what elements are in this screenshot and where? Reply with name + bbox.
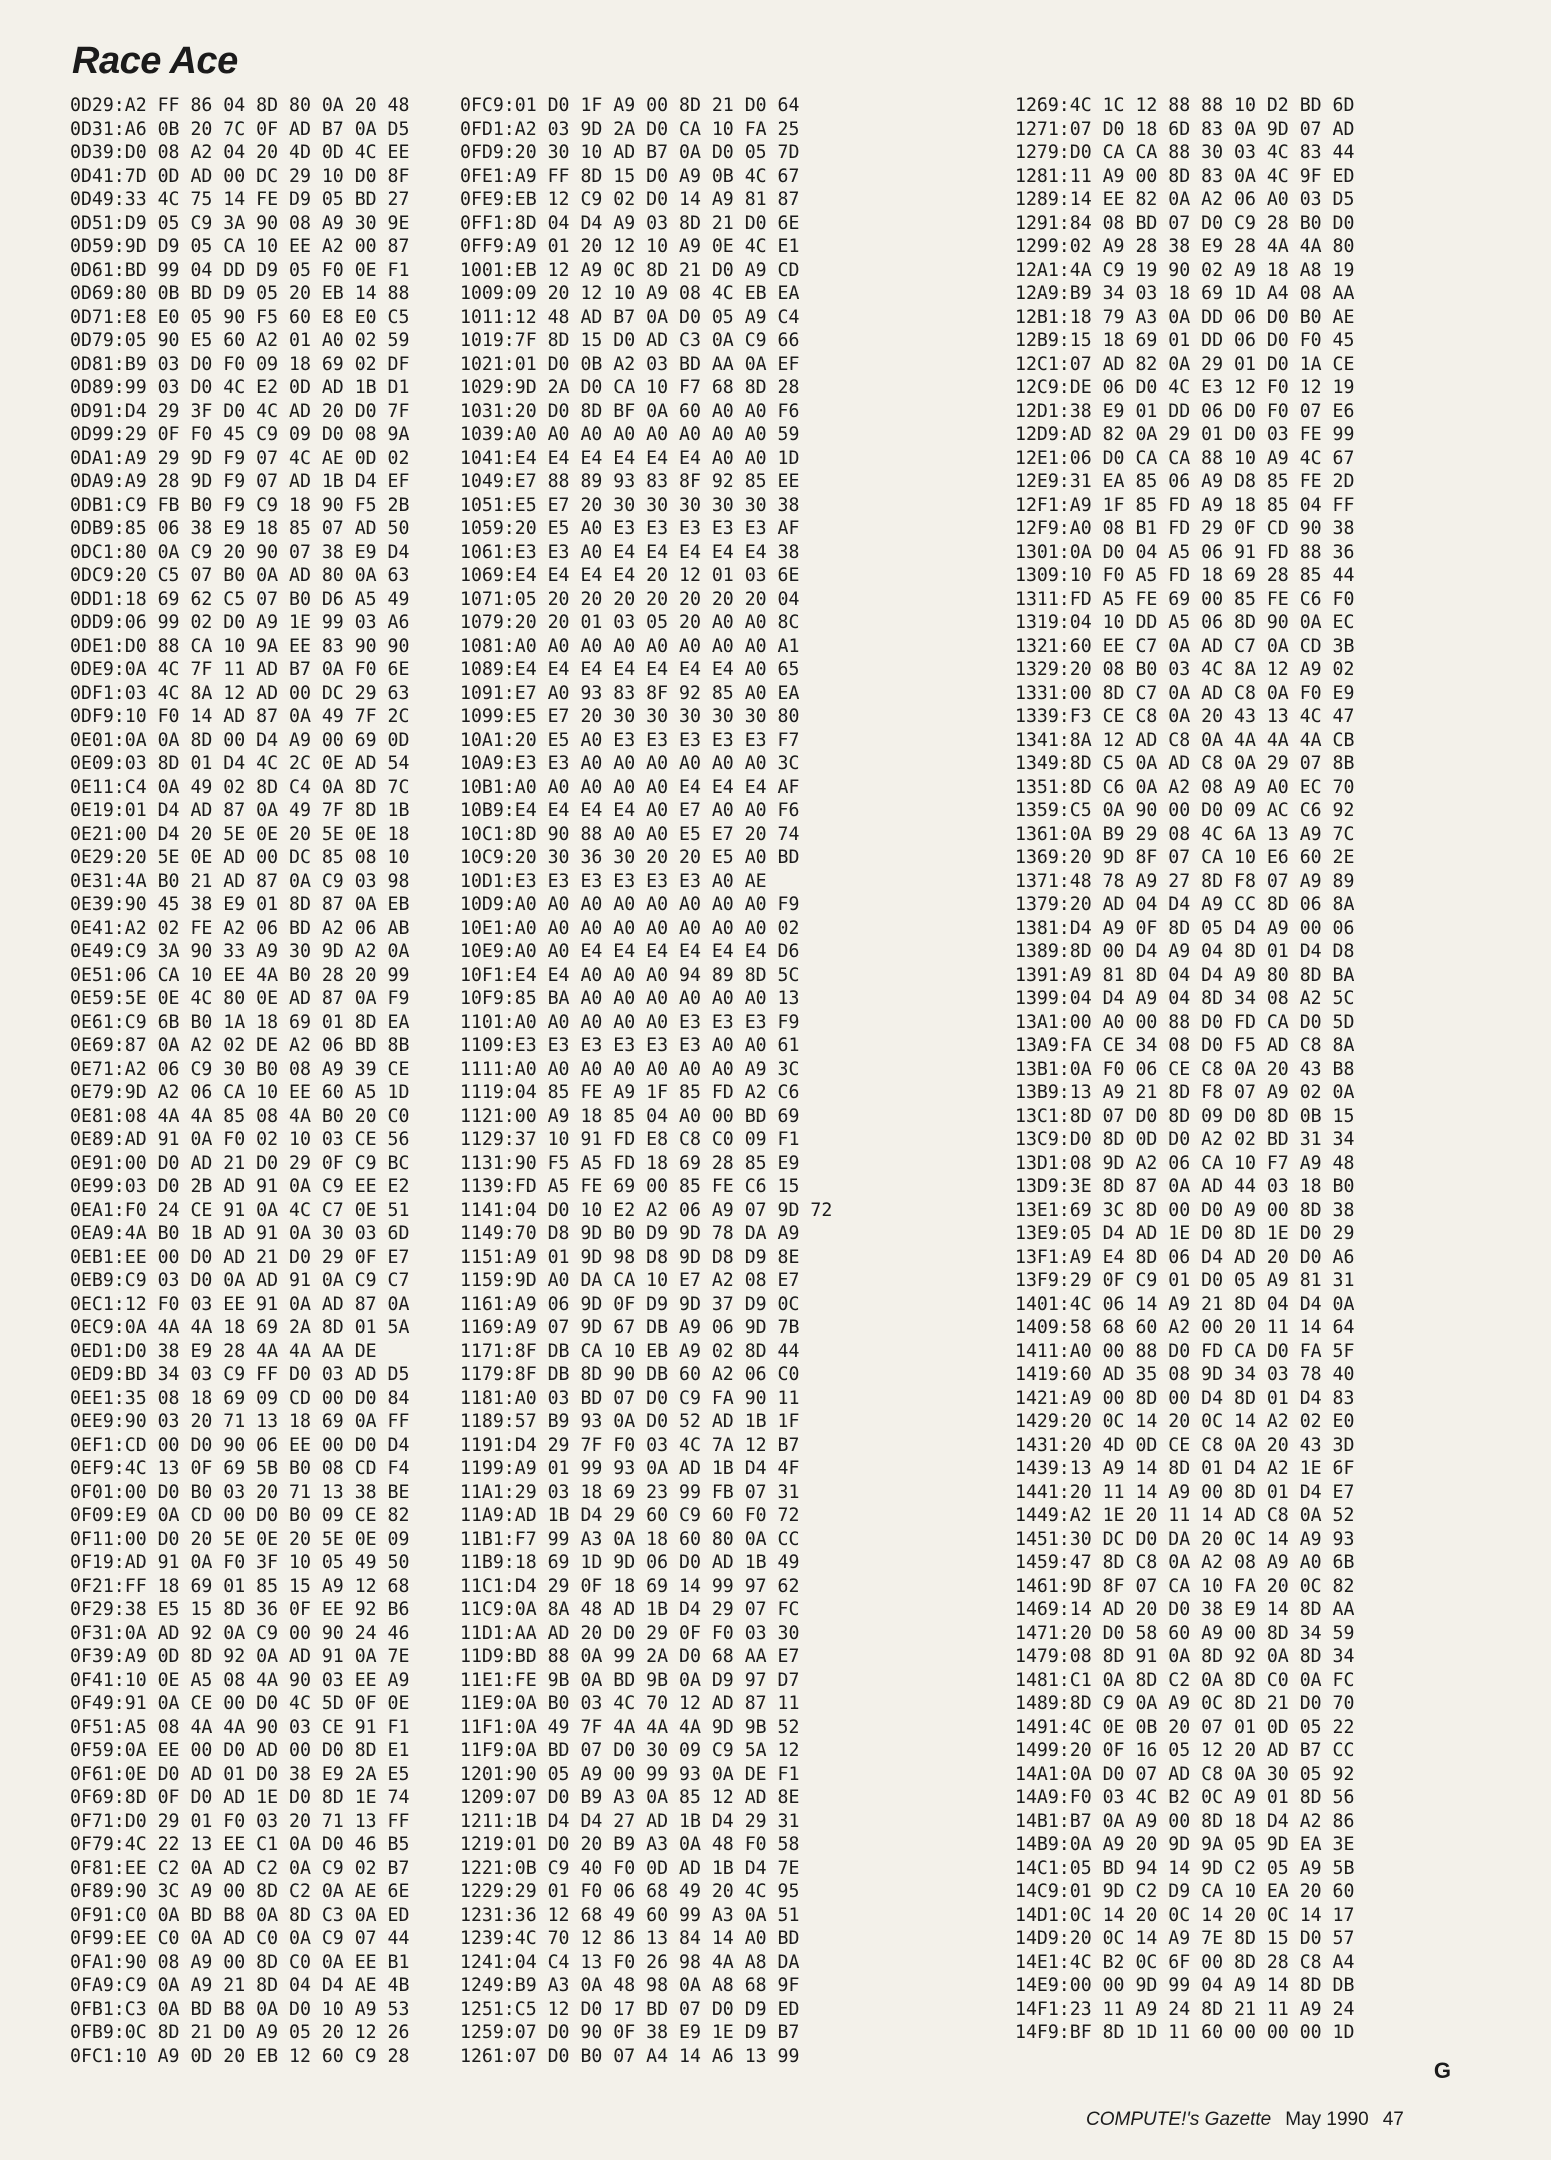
- listing-line: 11A9:AD 1B D4 29 60 C9 60 F0 72: [460, 1505, 800, 1526]
- footer-page-number: 47: [1382, 2109, 1404, 2130]
- end-mark: G: [1433, 2058, 1451, 2083]
- listing-line: 14A1:0A D0 07 AD C8 0A 30 05 92: [1015, 1763, 1355, 1785]
- listing-line: 12E1:06 D0 CA CA 88 10 A9 4C 67: [1015, 447, 1355, 469]
- listing-line: 0D61:BD 99 04 DD D9 05 F0 0E F1: [70, 259, 410, 281]
- listing-line: 13F1:A9 E4 8D 06 D4 AD 20 D0 A6: [1015, 1246, 1355, 1268]
- listing-line: 0EF1:CD 00 D0 90 06 EE 00 D0 D4: [70, 1434, 410, 1456]
- listing-line: 0FD1:A2 03 9D 2A D0 CA 10 FA 25: [460, 118, 800, 140]
- listing-line: 0F91:C0 0A BD B8 0A 8D C3 0A ED: [70, 1904, 410, 1926]
- listing-line: 14B1:B7 0A A9 00 8D 18 D4 A2 86: [1015, 1810, 1355, 1832]
- listing-line: 1249:B9 A3 0A 48 98 0A A8 68 9F: [460, 1975, 800, 1996]
- listing-line: 11B9:18 69 1D 9D 06 D0 AD 1B 49: [460, 1552, 800, 1573]
- listing-line: 0D59:9D D9 05 CA 10 EE A2 00 87: [70, 236, 410, 257]
- listing-line: 1149:70 D8 9D B0 D9 9D 78 DA A9: [460, 1223, 800, 1244]
- listing-line: 1171:8F DB CA 10 EB A9 02 8D 44: [460, 1340, 800, 1362]
- listing-line: 1189:57 B9 93 0A D0 52 AD 1B 1F: [460, 1411, 800, 1432]
- listing-line: 0D49:33 4C 75 14 FE D9 05 BD 27: [70, 189, 410, 210]
- listing-line: 1209:07 D0 B9 A3 0A 85 12 AD 8E: [460, 1787, 800, 1808]
- listing-line: 0DC1:80 0A C9 20 90 07 38 E9 D4: [70, 541, 410, 563]
- listing-line: 1309:10 F0 A5 FD 18 69 28 85 44: [1015, 565, 1355, 586]
- listing-line: 1199:A9 01 99 93 0A AD 1B D4 4F: [460, 1458, 800, 1479]
- listing-line: 0F51:A5 08 4A 4A 90 03 CE 91 F1: [70, 1716, 410, 1738]
- listing-line: 1459:47 8D C8 0A A2 08 A9 A0 6B: [1015, 1552, 1355, 1573]
- listing-line: 1119:04 85 FE A9 1F 85 FD A2 C6: [460, 1082, 800, 1103]
- listing-line: 10B1:A0 A0 A0 A0 A0 E4 E4 E4 AF: [460, 776, 800, 798]
- listing-line: 0E61:C9 6B B0 1A 18 69 01 8D EA: [70, 1011, 410, 1033]
- listing-line: 13F9:29 0F C9 01 D0 05 A9 81 31: [1015, 1270, 1355, 1291]
- listing-line: 1029:9D 2A D0 CA 10 F7 68 8D 28: [460, 377, 800, 398]
- listing-line: 13E9:05 D4 AD 1E D0 8D 1E D0 29: [1015, 1223, 1355, 1244]
- listing-line: 0E21:00 D4 20 5E 0E 20 5E 0E 18: [70, 823, 410, 845]
- listing-line: 0FB9:0C 8D 21 D0 A9 05 20 12 26: [70, 2022, 410, 2043]
- listing-line: 0F41:10 0E A5 08 4A 90 03 EE A9: [70, 1669, 410, 1691]
- listing-line: 0F69:8D 0F D0 AD 1E D0 8D 1E 74: [70, 1787, 410, 1808]
- listing-line: 0E01:0A 0A 8D 00 D4 A9 00 69 0D: [70, 729, 410, 751]
- listing-line: 14F1:23 11 A9 24 8D 21 11 A9 24: [1015, 1998, 1355, 2020]
- listing-line: 0E11:C4 0A 49 02 8D C4 0A 8D 7C: [70, 776, 410, 798]
- listing-line: 0EB9:C9 03 D0 0A AD 91 0A C9 C7: [70, 1270, 410, 1291]
- listing-line: 1471:20 D0 58 60 A9 00 8D 34 59: [1015, 1622, 1355, 1644]
- listing-line: 1049:E7 88 89 93 83 8F 92 85 EE: [460, 471, 800, 492]
- listing-line: 1431:20 4D 0D CE C8 0A 20 43 3D: [1015, 1434, 1355, 1456]
- listing-line: 1159:9D A0 DA CA 10 E7 A2 08 E7: [460, 1270, 800, 1291]
- listing-line: 0E91:00 D0 AD 21 D0 29 0F C9 BC: [70, 1152, 410, 1174]
- listing-line: 11F1:0A 49 7F 4A 4A 4A 9D 9B 52: [460, 1716, 800, 1738]
- listing-line: 0D71:E8 E0 05 90 F5 60 E8 E0 C5: [70, 306, 410, 328]
- listing-line: 0F49:91 0A CE 00 D0 4C 5D 0F 0E: [70, 1693, 410, 1714]
- listing-line: 1339:F3 CE C8 0A 20 43 13 4C 47: [1015, 706, 1355, 727]
- listing-line: 11E9:0A B0 03 4C 70 12 AD 87 11: [460, 1693, 800, 1714]
- listing-line: 1291:84 08 BD 07 D0 C9 28 B0 D0: [1015, 212, 1355, 234]
- listing-line: 0DA1:A9 29 9D F9 07 4C AE 0D 02: [70, 447, 410, 469]
- listing-line: 10A1:20 E5 A0 E3 E3 E3 E3 E3 F7: [460, 729, 800, 751]
- listing-line: 0E29:20 5E 0E AD 00 DC 85 08 10: [70, 847, 410, 868]
- listing-line: 12B1:18 79 A3 0A DD 06 D0 B0 AE: [1015, 306, 1355, 328]
- listing-line: 0E69:87 0A A2 02 DE A2 06 BD 8B: [70, 1035, 410, 1056]
- listing-line: 0F01:00 D0 B0 03 20 71 13 38 BE: [70, 1481, 410, 1503]
- listing-line: 13D9:3E 8D 87 0A AD 44 03 18 B0: [1015, 1176, 1355, 1197]
- listing-line: 0DD1:18 69 62 C5 07 B0 D6 A5 49: [70, 588, 410, 610]
- footer-date: May 1990: [1285, 2109, 1369, 2130]
- listing-line: 1361:0A B9 29 08 4C 6A 13 A9 7C: [1015, 823, 1355, 845]
- listing-line: 1219:01 D0 20 B9 A3 0A 48 F0 58: [460, 1834, 800, 1855]
- listing-line: 1261:07 D0 B0 07 A4 14 A6 13 99: [460, 2045, 800, 2067]
- listing-line: 1321:60 EE C7 0A AD C7 0A CD 3B: [1015, 635, 1355, 657]
- listing-line: 0F59:0A EE 00 D0 AD 00 D0 8D E1: [70, 1740, 410, 1761]
- page-title: Race Ace: [72, 40, 238, 82]
- listing-line: 14E9:00 00 9D 99 04 A9 14 8D DB: [1015, 1975, 1355, 1996]
- listing-line: 0F09:E9 0A CD 00 D0 B0 09 CE 82: [70, 1505, 410, 1526]
- listing-line: 10B9:E4 E4 E4 E4 A0 E7 A0 A0 F6: [460, 800, 800, 821]
- listing-line: 11D9:BD 88 0A 99 2A D0 68 AA E7: [460, 1646, 800, 1667]
- listing-line: 0E79:9D A2 06 CA 10 EE 60 A5 1D: [70, 1082, 410, 1103]
- listing-line: 11A1:29 03 18 69 23 99 FB 07 31: [460, 1481, 800, 1503]
- listing-line: 1329:20 08 B0 03 4C 8A 12 A9 02: [1015, 659, 1355, 680]
- listing-line: 1241:04 C4 13 F0 26 98 4A A8 DA: [460, 1951, 800, 1973]
- listing-line: 1129:37 10 91 FD E8 C8 C0 09 F1: [460, 1129, 800, 1150]
- listing-line: 12C9:DE 06 D0 4C E3 12 F0 12 19: [1015, 377, 1355, 398]
- listing-line: 1039:A0 A0 A0 A0 A0 A0 A0 A0 59: [460, 424, 800, 445]
- listing-line: 0D41:7D 0D AD 00 DC 29 10 D0 8F: [70, 165, 410, 187]
- listing-line: 1001:EB 12 A9 0C 8D 21 D0 A9 CD: [460, 259, 800, 281]
- listing-line: 1341:8A 12 AD C8 0A 4A 4A 4A CB: [1015, 729, 1355, 751]
- listing-line: 1279:D0 CA CA 88 30 03 4C 83 44: [1015, 142, 1355, 163]
- listing-column-1: [70, 94, 409, 2068]
- listing-line: 12D1:38 E9 01 DD 06 D0 F0 07 E6: [1015, 400, 1355, 422]
- listing-line: 12B9:15 18 69 01 DD 06 D0 F0 45: [1015, 330, 1355, 351]
- listing-line: 0F79:4C 22 13 EE C1 0A D0 46 B5: [70, 1834, 410, 1855]
- listing-line: 0DF1:03 4C 8A 12 AD 00 DC 29 63: [70, 682, 410, 704]
- listing-line: 0ED1:D0 38 E9 28 4A 4A AA DE: [70, 1340, 377, 1362]
- listing-line: 1411:A0 00 88 D0 FD CA D0 FA 5F: [1015, 1340, 1355, 1362]
- listing-line: 10F9:85 BA A0 A0 A0 A0 A0 A0 13: [460, 988, 800, 1009]
- listing-line: 1151:A9 01 9D 98 D8 9D D8 D9 8E: [460, 1246, 800, 1268]
- listing-line: 0F61:0E D0 AD 01 D0 38 E9 2A E5: [70, 1763, 410, 1785]
- listing-line: 0EC1:12 F0 03 EE 91 0A AD 87 0A: [70, 1293, 410, 1315]
- listing-line: 1489:8D C9 0A A9 0C 8D 21 D0 70: [1015, 1693, 1355, 1714]
- listing-line: 0DD9:06 99 02 D0 A9 1E 99 03 A6: [70, 612, 410, 633]
- listing-line: 13A9:FA CE 34 08 D0 F5 AD C8 8A: [1015, 1035, 1355, 1056]
- listing-line: 1109:E3 E3 E3 E3 E3 E3 A0 A0 61: [460, 1035, 800, 1056]
- listing-line: 14C9:01 9D C2 D9 CA 10 EA 20 60: [1015, 1881, 1355, 1902]
- listing-line: 1181:A0 03 BD 07 D0 C9 FA 90 11: [460, 1387, 800, 1409]
- listing-line: 1369:20 9D 8F 07 CA 10 E6 60 2E: [1015, 847, 1355, 868]
- listing-line: 1089:E4 E4 E4 E4 E4 E4 E4 A0 65: [460, 659, 800, 680]
- listing-line: 1311:FD A5 FE 69 00 85 FE C6 F0: [1015, 588, 1355, 610]
- listing-line: 12A1:4A C9 19 90 02 A9 18 A8 19: [1015, 259, 1355, 281]
- listing-line: 0E39:90 45 38 E9 01 8D 87 0A EB: [70, 894, 410, 915]
- listing-line: 1479:08 8D 91 0A 8D 92 0A 8D 34: [1015, 1646, 1355, 1667]
- listing-line: 0E41:A2 02 FE A2 06 BD A2 06 AB: [70, 917, 410, 939]
- listing-line: 11C9:0A 8A 48 AD 1B D4 29 07 FC: [460, 1599, 800, 1620]
- listing-column-2: [460, 94, 832, 2068]
- listing-line: 10C9:20 30 36 30 20 20 E5 A0 BD: [460, 847, 800, 868]
- listing-line: 13B1:0A F0 06 CE C8 0A 20 43 B8: [1015, 1058, 1355, 1080]
- listing-line: 1229:29 01 F0 06 68 49 20 4C 95: [460, 1881, 800, 1902]
- listing-line: 1259:07 D0 90 0F 38 E9 1E D9 B7: [460, 2022, 800, 2043]
- listing-line: 14D9:20 0C 14 A9 7E 8D 15 D0 57: [1015, 1928, 1355, 1949]
- listing-line: 1139:FD A5 FE 69 00 85 FE C6 15: [460, 1176, 800, 1197]
- listing-line: 1041:E4 E4 E4 E4 E4 E4 A0 A0 1D: [460, 447, 800, 469]
- listing-line: 1429:20 0C 14 20 0C 14 A2 02 E0: [1015, 1411, 1355, 1432]
- listing-line: 1091:E7 A0 93 83 8F 92 85 A0 EA: [460, 682, 800, 704]
- listing-line: 0D99:29 0F F0 45 C9 09 D0 08 9A: [70, 424, 410, 445]
- listing-line: 0E51:06 CA 10 EE 4A B0 28 20 99: [70, 964, 410, 986]
- listing-line: 0EE1:35 08 18 69 09 CD 00 D0 84: [70, 1387, 410, 1409]
- listing-line: 14B9:0A A9 20 9D 9A 05 9D EA 3E: [1015, 1834, 1355, 1855]
- listing-line: 0F89:90 3C A9 00 8D C2 0A AE 6E: [70, 1881, 410, 1902]
- listing-line: 14A9:F0 03 4C B2 0C A9 01 8D 56: [1015, 1787, 1355, 1808]
- listing-line: 1111:A0 A0 A0 A0 A0 A0 A0 A9 3C: [460, 1058, 800, 1080]
- listing-line: 12F9:A0 08 B1 FD 29 0F CD 90 38: [1015, 518, 1355, 539]
- listing-line: 1319:04 10 DD A5 06 8D 90 0A EC: [1015, 612, 1355, 633]
- listing-line: 10D9:A0 A0 A0 A0 A0 A0 A0 A0 F9: [460, 894, 800, 915]
- listing-line: 1059:20 E5 A0 E3 E3 E3 E3 E3 AF: [460, 518, 800, 539]
- listing-line: 0E59:5E 0E 4C 80 0E AD 87 0A F9: [70, 988, 410, 1009]
- listing-line: 0FA9:C9 0A A9 21 8D 04 D4 AE 4B: [70, 1975, 410, 1996]
- listing-line: 1401:4C 06 14 A9 21 8D 04 D4 0A: [1015, 1293, 1355, 1315]
- listing-line: 1421:A9 00 8D 00 D4 8D 01 D4 83: [1015, 1387, 1355, 1409]
- listing-line: 1399:04 D4 A9 04 8D 34 08 A2 5C: [1015, 988, 1355, 1009]
- listing-column-3: [1015, 94, 1354, 2045]
- footer-magazine: COMPUTE!'s Gazette: [1086, 2109, 1272, 2130]
- listing-line: 0FC1:10 A9 0D 20 EB 12 60 C9 28: [70, 2045, 410, 2067]
- listing-line: 12C1:07 AD 82 0A 29 01 D0 1A CE: [1015, 353, 1355, 375]
- listing-line: 13B9:13 A9 21 8D F8 07 A9 02 0A: [1015, 1082, 1355, 1103]
- listing-line: 13C9:D0 8D 0D D0 A2 02 BD 31 34: [1015, 1129, 1355, 1150]
- listing-line: 10E9:A0 A0 E4 E4 E4 E4 E4 E4 D6: [460, 941, 800, 962]
- listing-line: 1081:A0 A0 A0 A0 A0 A0 A0 A0 A1: [460, 635, 800, 657]
- listing-line: 1071:05 20 20 20 20 20 20 20 04: [460, 588, 800, 610]
- listing-line: 1391:A9 81 8D 04 D4 A9 80 8D BA: [1015, 964, 1355, 986]
- listing-line: 1161:A9 06 9D 0F D9 9D 37 D9 0C: [460, 1293, 800, 1315]
- listing-line: 1451:30 DC D0 DA 20 0C 14 A9 93: [1015, 1528, 1355, 1550]
- listing-line: 1069:E4 E4 E4 E4 20 12 01 03 6E: [460, 565, 800, 586]
- listing-line: 0D69:80 0B BD D9 05 20 EB 14 88: [70, 283, 410, 304]
- listing-line: 14D1:0C 14 20 0C 14 20 0C 14 17: [1015, 1904, 1355, 1926]
- listing-line: 0F81:EE C2 0A AD C2 0A C9 02 B7: [70, 1857, 410, 1879]
- listing-line: 13C1:8D 07 D0 8D 09 D0 8D 0B 15: [1015, 1105, 1355, 1127]
- listing-line: 1351:8D C6 0A A2 08 A9 A0 EC 70: [1015, 776, 1355, 798]
- listing-line: 1381:D4 A9 0F 8D 05 D4 A9 00 06: [1015, 917, 1355, 939]
- listing-line: 14C1:05 BD 94 14 9D C2 05 A9 5B: [1015, 1857, 1355, 1879]
- listing-line: 11C1:D4 29 0F 18 69 14 99 97 62: [460, 1575, 800, 1597]
- listing-line: 0E89:AD 91 0A F0 02 10 03 CE 56: [70, 1129, 410, 1150]
- listing-line: 1099:E5 E7 20 30 30 30 30 30 80: [460, 706, 800, 727]
- listing-line: 10A9:E3 E3 A0 A0 A0 A0 A0 A0 3C: [460, 753, 800, 774]
- listing-line: 1221:0B C9 40 F0 0D AD 1B D4 7E: [460, 1857, 800, 1879]
- listing-line: 12A9:B9 34 03 18 69 1D A4 08 AA: [1015, 283, 1355, 304]
- listing-line: 0E49:C9 3A 90 33 A9 30 9D A2 0A: [70, 941, 410, 962]
- listing-line: 0F11:00 D0 20 5E 0E 20 5E 0E 09: [70, 1528, 410, 1550]
- listing-line: 0EE9:90 03 20 71 13 18 69 0A FF: [70, 1411, 410, 1432]
- listing-line: 1469:14 AD 20 D0 38 E9 14 8D AA: [1015, 1599, 1355, 1620]
- listing-line: 1379:20 AD 04 D4 A9 CC 8D 06 8A: [1015, 894, 1355, 915]
- listing-line: 13A1:00 A0 00 88 D0 FD CA D0 5D: [1015, 1011, 1355, 1033]
- listing-line: 1281:11 A9 00 8D 83 0A 4C 9F ED: [1015, 165, 1355, 187]
- listing-line: 0FA1:90 08 A9 00 8D C0 0A EE B1: [70, 1951, 410, 1973]
- listing-line: 1371:48 78 A9 27 8D F8 07 A9 89: [1015, 870, 1355, 892]
- listing-line: 10E1:A0 A0 A0 A0 A0 A0 A0 A0 02: [460, 917, 800, 939]
- listing-line: 10C1:8D 90 88 A0 A0 E5 E7 20 74: [460, 823, 800, 845]
- listing-line: 0D31:A6 0B 20 7C 0F AD B7 0A D5: [70, 118, 410, 140]
- listing-line: 0DC9:20 C5 07 B0 0A AD 80 0A 63: [70, 565, 410, 586]
- listing-line: 1239:4C 70 12 86 13 84 14 A0 BD: [460, 1928, 800, 1949]
- listing-line: 1331:00 8D C7 0A AD C8 0A F0 E9: [1015, 682, 1355, 704]
- listing-line: 1211:1B D4 D4 27 AD 1B D4 29 31: [460, 1810, 800, 1832]
- page-footer: [1086, 2109, 1404, 2131]
- listing-line: 1409:58 68 60 A2 00 20 11 14 64: [1015, 1317, 1355, 1338]
- listing-line: 14F9:BF 8D 1D 11 60 00 00 00 1D: [1015, 2022, 1355, 2043]
- listing-line: 0EA9:4A B0 1B AD 91 0A 30 03 6D: [70, 1223, 410, 1244]
- listing-line: 13E1:69 3C 8D 00 D0 A9 00 8D 38: [1015, 1199, 1355, 1221]
- listing-line: 0F99:EE C0 0A AD C0 0A C9 07 44: [70, 1928, 410, 1949]
- listing-line: 0D91:D4 29 3F D0 4C AD 20 D0 7F: [70, 400, 410, 422]
- listing-line: 1101:A0 A0 A0 A0 A0 E3 E3 E3 F9: [460, 1011, 800, 1033]
- listing-line: 0E81:08 4A 4A 85 08 4A B0 20 C0: [70, 1105, 410, 1127]
- listing-line: 1201:90 05 A9 00 99 93 0A DE F1: [460, 1763, 800, 1785]
- listing-line: 0E09:03 8D 01 D4 4C 2C 0E AD 54: [70, 753, 410, 774]
- listing-line: 0FE1:A9 FF 8D 15 D0 A9 0B 4C 67: [460, 165, 800, 187]
- listing-line: 1289:14 EE 82 0A A2 06 A0 03 D5: [1015, 189, 1355, 210]
- listing-line: 1439:13 A9 14 8D 01 D4 A2 1E 6F: [1015, 1458, 1355, 1479]
- listing-line: 11D1:AA AD 20 D0 29 0F F0 03 30: [460, 1622, 800, 1644]
- listing-line: 0D39:D0 08 A2 04 20 4D 0D 4C EE: [70, 142, 410, 163]
- listing-line: 0D89:99 03 D0 4C E2 0D AD 1B D1: [70, 377, 410, 398]
- listing-line: 0FB1:C3 0A BD B8 0A D0 10 A9 53: [70, 1998, 410, 2020]
- listing-line: 11B1:F7 99 A3 0A 18 60 80 0A CC: [460, 1528, 800, 1550]
- listing-line: 1021:01 D0 0B A2 03 BD AA 0A EF: [460, 353, 800, 375]
- listing-line: 0D79:05 90 E5 60 A2 01 A0 02 59: [70, 330, 410, 351]
- listing-line: 0EC9:0A 4A 4A 18 69 2A 8D 01 5A: [70, 1317, 410, 1338]
- listing-line: 1031:20 D0 8D BF 0A 60 A0 A0 F6: [460, 400, 800, 422]
- listing-line: 0E99:03 D0 2B AD 91 0A C9 EE E2: [70, 1176, 410, 1197]
- listing-line: 1169:A9 07 9D 67 DB A9 06 9D 7B: [460, 1317, 800, 1338]
- listing-line: 0D51:D9 05 C9 3A 90 08 A9 30 9E: [70, 212, 410, 234]
- listing-line: 0F19:AD 91 0A F0 3F 10 05 49 50: [70, 1552, 410, 1573]
- listing-line: 0FC9:01 D0 1F A9 00 8D 21 D0 64: [460, 95, 800, 116]
- listing-line: 12F1:A9 1F 85 FD A9 18 85 04 FF: [1015, 494, 1355, 516]
- listing-line: 0EA1:F0 24 CE 91 0A 4C C7 0E 51: [70, 1199, 410, 1221]
- listing-line: 1461:9D 8F 07 CA 10 FA 20 0C 82: [1015, 1575, 1355, 1597]
- listing-line: 1491:4C 0E 0B 20 07 01 0D 05 22: [1015, 1716, 1355, 1738]
- listing-line: 1019:7F 8D 15 D0 AD C3 0A C9 66: [460, 330, 800, 351]
- listing-line: 0FF9:A9 01 20 12 10 A9 0E 4C E1: [460, 236, 800, 257]
- listing-line: 0D29:A2 FF 86 04 8D 80 0A 20 48: [70, 95, 410, 116]
- listing-line: 11F9:0A BD 07 D0 30 09 C9 5A 12: [460, 1740, 800, 1761]
- listing-line: 1141:04 D0 10 E2 A2 06 A9 07 9D 72: [460, 1199, 833, 1221]
- listing-line: 0E19:01 D4 AD 87 0A 49 7F 8D 1B: [70, 800, 410, 821]
- listing-line: 10D1:E3 E3 E3 E3 E3 E3 A0 AE: [460, 870, 767, 892]
- listing-line: 0F39:A9 0D 8D 92 0A AD 91 0A 7E: [70, 1646, 410, 1667]
- listing-line: 11E1:FE 9B 0A BD 9B 0A D9 97 D7: [460, 1669, 800, 1691]
- listing-line: 0EB1:EE 00 D0 AD 21 D0 29 0F E7: [70, 1246, 410, 1268]
- listing-line: 1191:D4 29 7F F0 03 4C 7A 12 B7: [460, 1434, 800, 1456]
- listing-line: 0DB1:C9 FB B0 F9 C9 18 90 F5 2B: [70, 494, 410, 516]
- listing-line: 0DB9:85 06 38 E9 18 85 07 AD 50: [70, 518, 410, 539]
- listing-line: 1009:09 20 12 10 A9 08 4C EB EA: [460, 283, 800, 304]
- listing-line: 1449:A2 1E 20 11 14 AD C8 0A 52: [1015, 1505, 1355, 1526]
- listing-line: 1179:8F DB 8D 90 DB 60 A2 06 C0: [460, 1364, 800, 1385]
- listing-line: 0DE1:D0 88 CA 10 9A EE 83 90 90: [70, 635, 410, 657]
- listing-line: 0F31:0A AD 92 0A C9 00 90 24 46: [70, 1622, 410, 1644]
- listing-line: 0EF9:4C 13 0F 69 5B B0 08 CD F4: [70, 1458, 410, 1479]
- listing-line: 1271:07 D0 18 6D 83 0A 9D 07 AD: [1015, 118, 1355, 140]
- listing-line: 14E1:4C B2 0C 6F 00 8D 28 C8 A4: [1015, 1951, 1355, 1973]
- listing-line: 1301:0A D0 04 A5 06 91 FD 88 36: [1015, 541, 1355, 563]
- listing-line: 1131:90 F5 A5 FD 18 69 28 85 E9: [460, 1152, 800, 1174]
- listing-line: 1011:12 48 AD B7 0A D0 05 A9 C4: [460, 306, 800, 328]
- listing-line: 1251:C5 12 D0 17 BD 07 D0 D9 ED: [460, 1998, 800, 2020]
- listing-line: 1299:02 A9 28 38 E9 28 4A 4A 80: [1015, 236, 1355, 257]
- listing-line: 13D1:08 9D A2 06 CA 10 F7 A9 48: [1015, 1152, 1355, 1174]
- listing-line: 1499:20 0F 16 05 12 20 AD B7 CC: [1015, 1740, 1355, 1761]
- listing-line: 1051:E5 E7 20 30 30 30 30 30 38: [460, 494, 800, 516]
- listing-line: 0F71:D0 29 01 F0 03 20 71 13 FF: [70, 1810, 410, 1832]
- listing-line: 1061:E3 E3 A0 E4 E4 E4 E4 E4 38: [460, 541, 800, 563]
- listing-line: 0ED9:BD 34 03 C9 FF D0 03 AD D5: [70, 1364, 410, 1385]
- listing-line: 1231:36 12 68 49 60 99 A3 0A 51: [460, 1904, 800, 1926]
- listing-line: 1079:20 20 01 03 05 20 A0 A0 8C: [460, 612, 800, 633]
- listing-line: 1441:20 11 14 A9 00 8D 01 D4 E7: [1015, 1481, 1355, 1503]
- listing-line: 1481:C1 0A 8D C2 0A 8D C0 0A FC: [1015, 1669, 1355, 1691]
- listing-line: 0DE9:0A 4C 7F 11 AD B7 0A F0 6E: [70, 659, 410, 680]
- listing-line: 0FE9:EB 12 C9 02 D0 14 A9 81 87: [460, 189, 800, 210]
- listing-line: 1359:C5 0A 90 00 D0 09 AC C6 92: [1015, 800, 1355, 821]
- listing-line: 1389:8D 00 D4 A9 04 8D 01 D4 D8: [1015, 941, 1355, 962]
- listing-line: 1121:00 A9 18 85 04 A0 00 BD 69: [460, 1105, 800, 1127]
- listing-line: 0E31:4A B0 21 AD 87 0A C9 03 98: [70, 870, 410, 892]
- listing-line: 12E9:31 EA 85 06 A9 D8 85 FE 2D: [1015, 471, 1355, 492]
- listing-line: 0E71:A2 06 C9 30 B0 08 A9 39 CE: [70, 1058, 410, 1080]
- listing-line: 0D81:B9 03 D0 F0 09 18 69 02 DF: [70, 353, 410, 375]
- listing-line: 0DA9:A9 28 9D F9 07 AD 1B D4 EF: [70, 471, 410, 492]
- listing-line: 0F29:38 E5 15 8D 36 0F EE 92 B6: [70, 1599, 410, 1620]
- listing-line: 1419:60 AD 35 08 9D 34 03 78 40: [1015, 1364, 1355, 1385]
- listing-line: 0FF1:8D 04 D4 A9 03 8D 21 D0 6E: [460, 212, 800, 234]
- listing-line: 12D9:AD 82 0A 29 01 D0 03 FE 99: [1015, 424, 1355, 445]
- listing-line: 1269:4C 1C 12 88 88 10 D2 BD 6D: [1015, 95, 1355, 116]
- listing-line: 0FD9:20 30 10 AD B7 0A D0 05 7D: [460, 142, 800, 163]
- listing-line: 10F1:E4 E4 A0 A0 A0 94 89 8D 5C: [460, 964, 800, 986]
- listing-line: 0DF9:10 F0 14 AD 87 0A 49 7F 2C: [70, 706, 410, 727]
- listing-line: 0F21:FF 18 69 01 85 15 A9 12 68: [70, 1575, 410, 1597]
- listing-line: 1349:8D C5 0A AD C8 0A 29 07 8B: [1015, 753, 1355, 774]
